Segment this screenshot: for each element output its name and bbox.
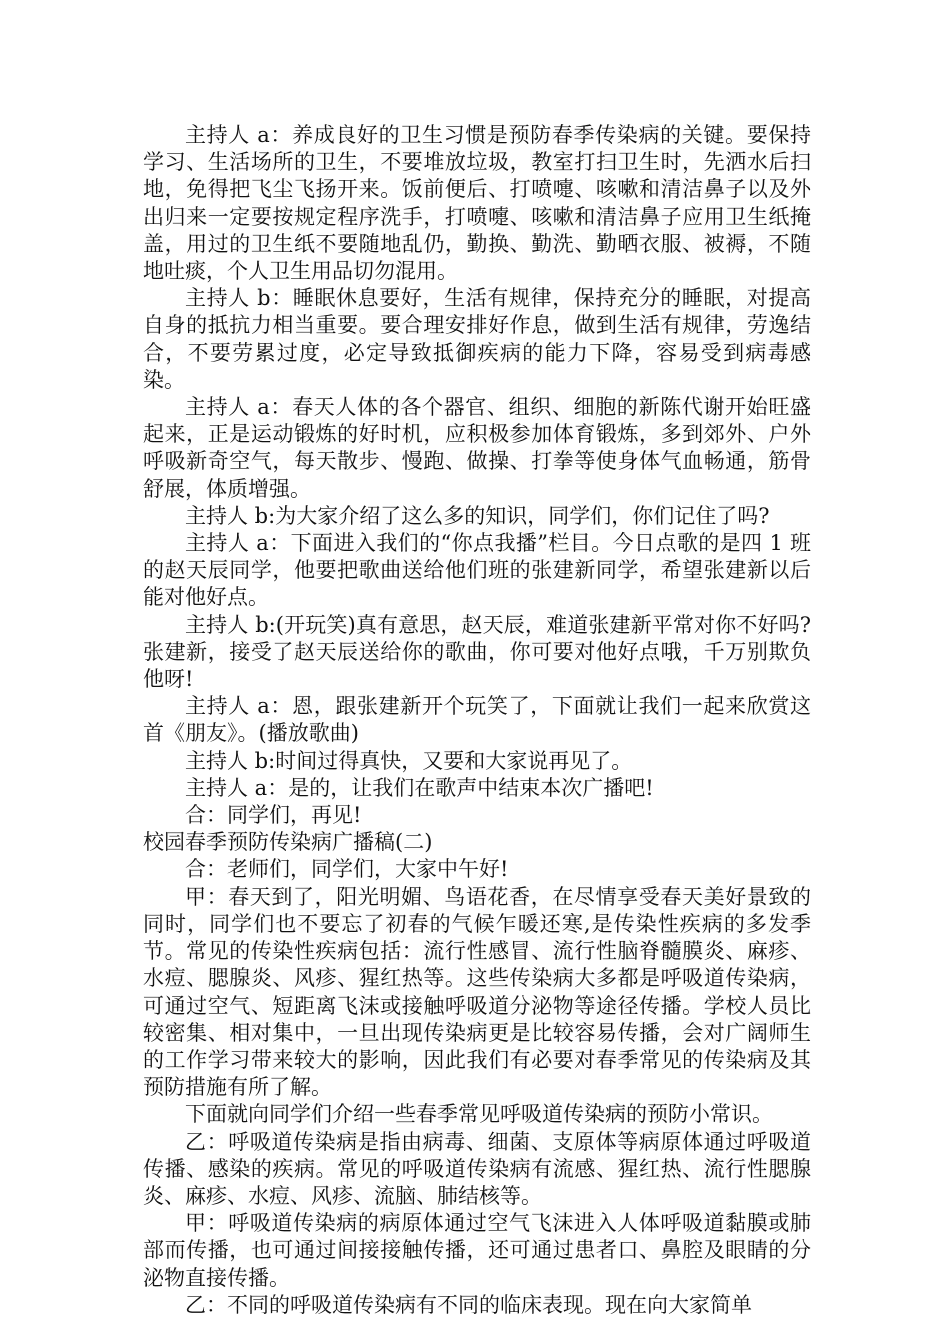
section-heading: 校园春季预防传染病广播稿(二) bbox=[143, 830, 433, 855]
document-body bbox=[143, 122, 811, 1319]
paragraph: 主持人 b：睡眠休息要好，生活有规律，保持充分的睡眠，对提高自身的抵抗力相当重要。要合理安排好作息，做到生活有规律，劳逸结合，不要劳累过度，必定导致抵御疾病的能力下降，容易受到病毒感染。 bbox=[143, 286, 811, 392]
paragraph: 主持人 a：恩，跟张建新开个玩笑了，下面就让我们一起来欣赏这首《朋友》。(播放歌曲) bbox=[143, 694, 811, 746]
paragraph: 主持人 b:(开玩笑)真有意思，赵天辰，难道张建新平常对你不好吗?张建新，接受了赵天辰送给你的歌曲，你可要对他好点哦，千万别欺负他呀! bbox=[143, 612, 811, 692]
paragraph: 主持人 a：春天人体的各个器官、组织、细胞的新陈代谢开始旺盛起来，正是运动锻炼的好时机，应积极参加体育锻炼，多到郊外、户外呼吸新奇空气，每天散步、慢跑、做操、打拳等使身体气血畅通，筋骨舒展，体质增强。 bbox=[143, 395, 811, 501]
paragraph: 下面就向同学们介绍一些春季常见呼吸道传染病的预防小常识。 bbox=[185, 1102, 773, 1127]
paragraph: 主持人 a：是的，让我们在歌声中结束本次广播吧! bbox=[185, 775, 654, 800]
paragraph: 甲：呼吸道传染病的病原体通过空气飞沫进入人体呼吸道黏膜或肺部而传播，也可通过间接接触传播，还可通过患者口、鼻腔及眼睛的分泌物直接传播。 bbox=[143, 1211, 811, 1290]
paragraph: 主持人 a：下面进入我们的“你点我播”栏目。今日点歌的是四 1 班的赵天辰同学，他要把歌曲送给他们班的张建新同学，希望张建新以后能对他好点。 bbox=[143, 531, 811, 610]
paragraph: 合：同学们，再见! bbox=[185, 803, 362, 828]
paragraph: 合：老师们，同学们，大家中午好! bbox=[185, 857, 509, 882]
paragraph: 甲：春天到了，阳光明媚、鸟语花香，在尽情享受春天美好景致的同时，同学们也不要忘了初春的气候乍暖还寒,是传染性疾病的多发季节。常见的传染性疾病包括：流行性感冒、流行性脑脊髓膜炎、麻疹、水痘、腮腺炎、风疹、猩红热等。这些传染病大多都是呼吸道传染病，可通过空气、短距离飞沫或接触呼吸道分泌物等途径传播。学校人员比较密集、相对集中，一旦出现传染病更是比较容易传播，会对广阔师生的工作学习带来较大的影响，因此我们有必要对春季常见的传染病及其预防措施有所了解。 bbox=[143, 884, 811, 1100]
paragraph: 主持人 b:为大家介绍了这么多的知识，同学们，你们记住了吗? bbox=[185, 503, 770, 528]
paragraph: 主持人 b:时间过得真快，又要和大家说再见了。 bbox=[185, 748, 633, 773]
paragraph: 乙：呼吸道传染病是指由病毒、细菌、支原体等病原体通过呼吸道传播、感染的疾病。常见的呼吸道传染病有流感、猩红热、流行性腮腺炎、麻疹、水痘、风疹、流脑、肺结核等。 bbox=[143, 1129, 811, 1208]
paragraph: 乙：不同的呼吸道传染病有不同的临床表现。现在向大家简单 bbox=[185, 1292, 752, 1317]
paragraph: 主持人 a：养成良好的卫生习惯是预防春季传染病的关键。要保持学习、生活场所的卫生，不要堆放垃圾，教室打扫卫生时，先洒水后扫地，免得把飞尘飞扬开来。饭前便后、打喷嚏、咳嗽和清洁鼻子以及外出归来一定要按规定程序洗手，打喷嚏、咳嗽和清洁鼻子应用卫生纸掩盖，用过的卫生纸不要随地乱仍，勤换、勤洗、勤晒衣服、被褥，不随地吐痰，个人卫生用品切勿混用。 bbox=[143, 123, 811, 284]
